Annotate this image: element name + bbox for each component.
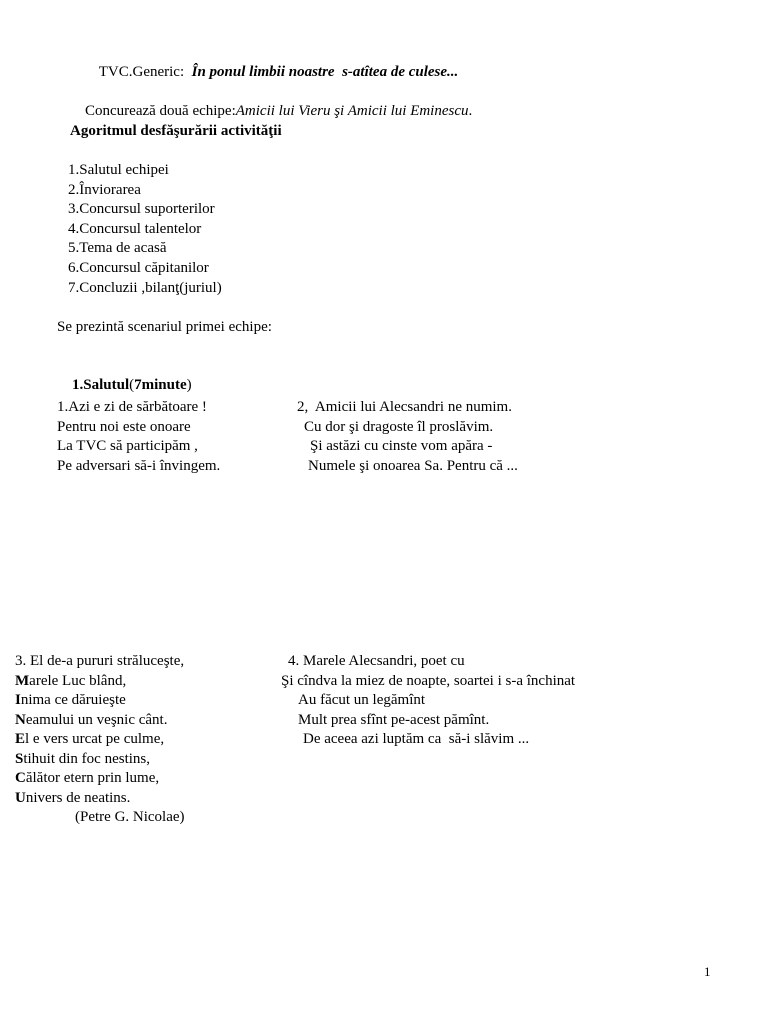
- verse-line: Mult prea sfînt pe-acest pămînt.: [298, 711, 490, 728]
- verse-rest: l de-a pururi străluceşte,: [39, 653, 185, 669]
- verse-line: [15, 730, 185, 750]
- verse-initial: C: [15, 770, 26, 786]
- verse-line: 2, Amicii lui Alecsandri ne numim.: [297, 399, 512, 415]
- verse-line: 1.Azi e zi de sărbătoare !: [57, 399, 207, 415]
- verse-line: Numele şi onoarea Sa. Pentru că ...: [308, 457, 518, 474]
- verse-line: La TVC să participăm ,: [57, 438, 198, 454]
- verse-line: [15, 691, 185, 711]
- verse-line: Au făcut un legămînt: [298, 692, 426, 708]
- header-title: În ponul limbii noastre s-atîtea de culese...: [191, 64, 459, 80]
- agenda-item: 7.Concluzii ,bilanţ(juriul): [68, 279, 222, 296]
- verse-line: [15, 652, 185, 672]
- verse-rest: tihuit din foc nestins,: [23, 750, 151, 767]
- verse-3: [15, 652, 185, 828]
- verse-rest: ălător etern prin lume,: [25, 770, 160, 786]
- verse-rest: nivers de neatins.: [25, 789, 131, 806]
- greeting-duration: 7minute: [134, 377, 187, 393]
- verse-4: [281, 652, 575, 750]
- verse-line: [15, 711, 185, 731]
- teams-suffix: .: [468, 103, 473, 119]
- verse-rest: nima ce dăruieşte: [20, 692, 126, 708]
- verse-rest: eamului un veşnic cânt.: [25, 711, 168, 728]
- verse-line: Şi cîndva la miez de noapte, soartei i s-a închinat: [281, 672, 576, 689]
- scenario-intro: Se prezintă scenariul primei echipe:: [57, 319, 272, 335]
- page-number: 1: [704, 964, 711, 979]
- verse-line: Cu dor şi dragoste îl proslăvim.: [304, 418, 494, 435]
- greeting-label: 1.Salutul: [72, 377, 130, 393]
- verse-1: [57, 398, 220, 476]
- agenda-item: 1.Salutul echipei: [68, 162, 169, 178]
- verse-line: [15, 672, 185, 692]
- verse-initial: E: [15, 731, 26, 747]
- verse-line: De aceea azi luptăm ca să-i slăvim ...: [303, 731, 530, 747]
- verse-initial: N: [15, 711, 26, 728]
- verse-line: 4. Marele Alecsandri, poet cu: [288, 653, 465, 669]
- verse-initial: S: [15, 750, 24, 767]
- verse-line: Pe adversari să-i învingem.: [57, 457, 221, 474]
- greeting-paren-close: ): [186, 377, 192, 393]
- verse-rest: l e vers urcat pe culme,: [25, 731, 165, 747]
- verse-line: [15, 789, 185, 809]
- teams-prefix: Concurează două echipe:: [85, 103, 236, 119]
- agenda-list: [68, 161, 222, 298]
- greeting-paren-open: (: [129, 377, 135, 393]
- agenda-item: 2.Înviorarea: [68, 181, 141, 198]
- verse-rest: arele Luc blând,: [29, 672, 127, 689]
- agenda-item: 6.Concursul căpitanilor: [68, 259, 209, 276]
- verse-line: Pentru noi este onoare: [57, 418, 191, 435]
- verse-initial: 3. E: [15, 653, 40, 669]
- algorithm-heading: Agoritmul desfăşurării activităţii: [70, 123, 282, 139]
- teams-names: Amicii lui Vieru şi Amicii lui Eminescu: [235, 103, 469, 119]
- verse-line: [15, 769, 185, 789]
- verse-initial: I: [15, 692, 21, 708]
- verse-initial: U: [15, 789, 26, 806]
- verse-2: [297, 398, 518, 476]
- header-prefix: TVC.Generic:: [98, 64, 185, 80]
- agenda-item: 3.Concursul suporterilor: [68, 201, 215, 218]
- verse-initial: M: [15, 672, 30, 689]
- agenda-item: 5.Tema de acasă: [68, 240, 167, 257]
- verse-author: (Petre G. Nicolae): [75, 809, 185, 825]
- agenda-item: 4.Concursul talentelor: [68, 220, 202, 237]
- verse-line: Şi astăzi cu cinste vom apăra -: [310, 438, 493, 454]
- verse-line: [15, 750, 185, 770]
